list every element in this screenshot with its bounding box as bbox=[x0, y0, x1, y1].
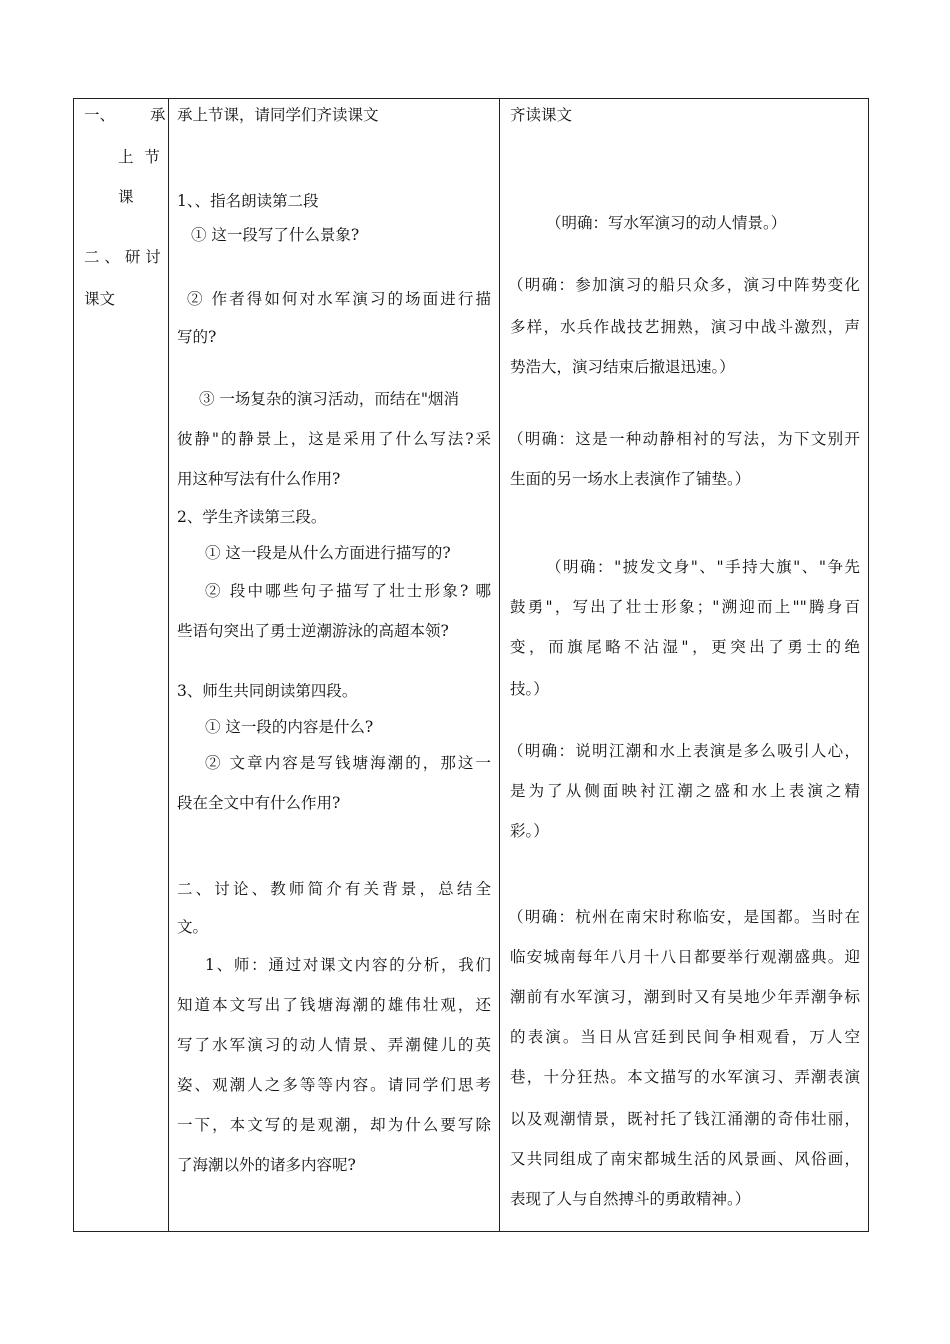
discussion-text-line-1: 1、师：通过对课文内容的分析，我们 bbox=[205, 956, 491, 974]
question-1-3-line-3: 用这种写法有什么作用? bbox=[177, 470, 341, 488]
answer-6-line-2: 临安城南每年八月十八日都要举行观潮盛典。迎 bbox=[510, 948, 860, 966]
question-1-3-line-2: 彼静"的静景上，这是采用了什么写法?采 bbox=[177, 430, 491, 448]
answer-2-line-1: （明确：参加演习的船只众多，演习中阵势变化 bbox=[508, 276, 860, 294]
stage-1-label-d: 课 bbox=[118, 188, 134, 206]
stage-1-label-c: 上 节 bbox=[118, 148, 160, 166]
answer-2-line-2: 多样，水兵作战技艺拥熟，演习中战斗激烈，声 bbox=[510, 318, 860, 336]
question-3-2-line-1: ② 文章内容是写钱塘海潮的，那这一 bbox=[205, 754, 491, 772]
stage-1-label-b: 承 bbox=[150, 106, 166, 124]
teacher-activity-column bbox=[169, 99, 499, 1231]
discussion-text-line-3: 写了水军演习的动人情景、弄潮健儿的英 bbox=[177, 1036, 491, 1054]
question-2-2-line-2: 些语句突出了勇士逆潮游泳的高超本领? bbox=[177, 622, 449, 640]
answer-1: （明确：写水军演习的动人情景。） bbox=[546, 214, 787, 232]
answer-4-line-3: 变，而旗尾略不沾湿"，更突出了勇士的绝 bbox=[510, 638, 860, 656]
discussion-text-line-6: 了海潮以外的诸多内容呢? bbox=[177, 1156, 356, 1174]
question-2-1: ① 这一段是从什么方面进行描写的? bbox=[205, 544, 451, 562]
answer-5-line-3: 彩。） bbox=[510, 822, 549, 840]
answer-6-line-3: 潮前有水军演习，潮到时又有吴地少年弄潮争标 bbox=[510, 988, 860, 1006]
question-2-2-line-1: ② 段中哪些句子描写了壮士形象? 哪 bbox=[205, 582, 491, 600]
question-3-1: ① 这一段的内容是什么? bbox=[205, 718, 374, 736]
lesson-table bbox=[73, 98, 869, 1232]
answer-4-line-4: 技。） bbox=[510, 680, 549, 698]
answer-3-line-2: 生面的另一场水上表演作了铺垫。） bbox=[510, 470, 751, 488]
answer-6-line-6: 以及观潮情景，既衬托了钱江涌潮的奇伟壮丽， bbox=[510, 1110, 860, 1128]
answer-5-line-2: 是为了从侧面映衬江潮之盛和水上表演之精 bbox=[510, 782, 860, 800]
answer-4-line-1: （明确："披发文身"、"手持大旗"、"争先 bbox=[546, 558, 860, 576]
answer-6-line-4: 的表演。当日从宫廷到民间争相观看，万人空 bbox=[510, 1028, 860, 1046]
stage-column bbox=[74, 99, 168, 1231]
section-2-heading: 2、学生齐读第三段。 bbox=[177, 508, 327, 526]
answer-3-line-1: （明确：这是一种动静相衬的写法，为下文别开 bbox=[508, 430, 860, 448]
question-3-2-line-2: 段在全文中有什么作用? bbox=[177, 794, 341, 812]
answer-4-line-2: 鼓勇"，写出了壮士形象；"溯迎而上""腾身百 bbox=[510, 598, 860, 616]
student-activity-column bbox=[500, 99, 868, 1231]
stage-2-label-b: 课文 bbox=[84, 290, 116, 308]
stage-1-label-a: 一、 bbox=[84, 106, 116, 124]
answer-6-line-1: （明确：杭州在南宋时称临安，是国都。当时在 bbox=[508, 908, 860, 926]
discussion-text-line-4: 姿、观潮人之多等等内容。请同学们思考 bbox=[177, 1076, 491, 1094]
discussion-text-line-5: 一下，本文写的是观潮，却为什么要写除 bbox=[177, 1116, 491, 1134]
answer-6-line-5: 巷，十分狂热。本文描写的水军演习、弄潮表演 bbox=[510, 1068, 860, 1086]
intro-text: 承上节课，请同学们齐读课文 bbox=[177, 106, 379, 124]
question-1-1: ① 这一段写了什么景象? bbox=[191, 226, 360, 244]
question-1-2-line-2: 写的? bbox=[177, 328, 217, 346]
answer-2-line-3: 势浩大，演习结束后撤退迅速。） bbox=[510, 358, 735, 376]
discussion-heading-line-1: 二、讨论、教师简介有关背景，总结全 bbox=[177, 880, 491, 898]
section-1-heading: 1、、指名朗读第二段 bbox=[177, 192, 319, 210]
answer-6-line-7: 又共同组成了南宋都城生活的风景画、风俗画， bbox=[510, 1150, 860, 1168]
stage-2-label-a: 二 、 研 讨 bbox=[84, 248, 161, 266]
discussion-heading-line-2: 文。 bbox=[177, 918, 209, 936]
answer-5-line-1: （明确：说明江潮和水上表演是多么吸引人心， bbox=[508, 742, 860, 760]
student-intro: 齐读课文 bbox=[510, 106, 573, 124]
answer-6-line-8: 表现了人与自然搏斗的勇敢精神。） bbox=[510, 1190, 751, 1208]
question-1-3-line-1: ③ 一场复杂的演习活动，而结在"烟消 bbox=[199, 390, 460, 408]
section-3-heading: 3、师生共同朗读第四段。 bbox=[177, 682, 358, 700]
question-1-2-line-1: ② 作者得如何对水军演习的场面进行描 bbox=[187, 290, 491, 308]
discussion-text-line-2: 知道本文写出了钱塘海潮的雄伟壮观，还 bbox=[177, 996, 491, 1014]
